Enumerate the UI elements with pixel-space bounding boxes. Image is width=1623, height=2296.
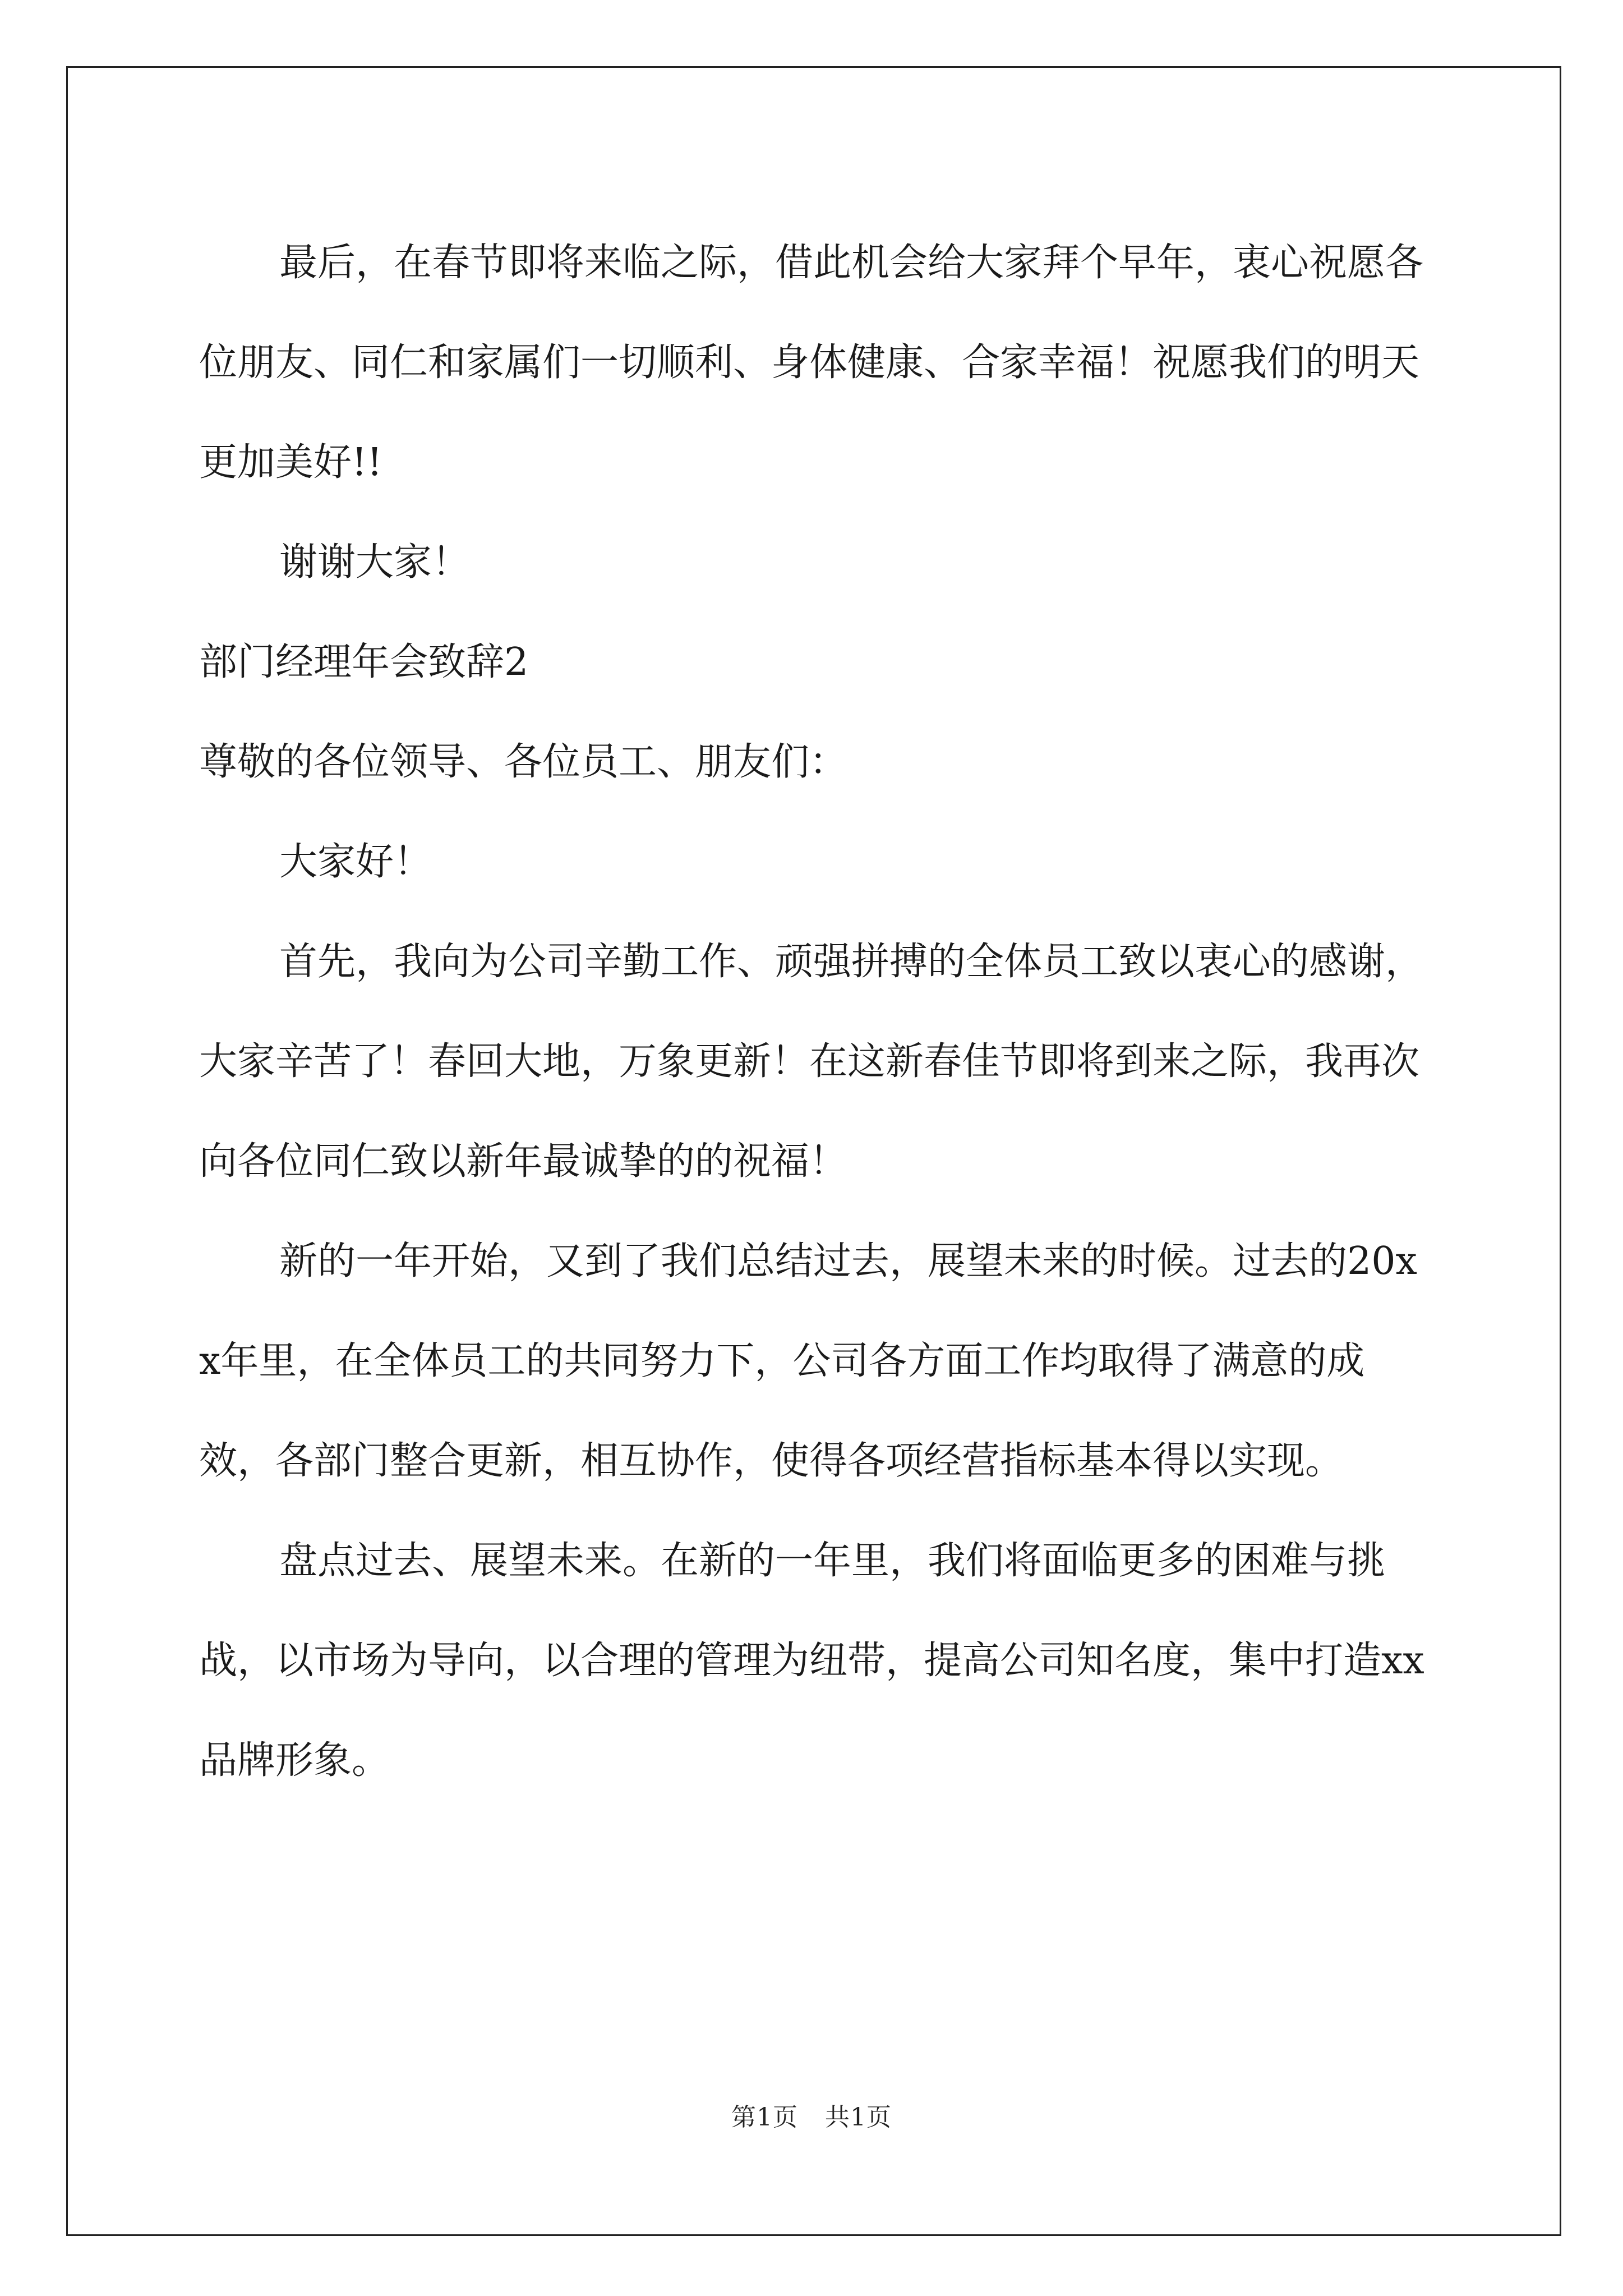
paragraph-thanks: 谢谢大家！ <box>279 540 471 585</box>
page-number-total: 共1页 <box>825 2103 892 2132</box>
paragraph-review: 新的一年开始，又到了我们总结过去，展望未来的时候。过去的20xx年里，在全体员工的共同努力下，公司各方面工作均取得了满意的成效，各部门整合更新，相互协作，使得各项经营指标基本得以实现。 <box>199 1239 1417 1483</box>
section-title: 部门经理年会致辞2 <box>199 640 529 684</box>
paragraph-closing-wishes: 最后，在春节即将来临之际，借此机会给大家拜个早年，衷心祝愿各位朋友、同仁和家属们一切顺利、身体健康、合家幸福！祝愿我们的明天更加美好!! <box>199 241 1424 485</box>
document-body <box>199 213 1438 1811</box>
salutation: 尊敬的各位领导、各位员工、朋友们： <box>199 740 848 784</box>
page-number-current: 第1页 <box>731 2103 798 2132</box>
page-footer <box>0 2101 1623 2134</box>
paragraph-outlook: 盘点过去、展望未来。在新的一年里，我们将面临更多的困难与挑战，以市场为导向，以合理的管理为纽带，提高公司知名度，集中打造xx品牌形象。 <box>199 1539 1424 1783</box>
paragraph-greeting: 大家好！ <box>279 840 432 884</box>
paragraph-gratitude: 首先，我向为公司辛勤工作、顽强拼搏的全体员工致以衷心的感谢，大家辛苦了！春回大地，万象更新！在这新春佳节即将到来之际，我再次向各位同仁致以新年最诚挚的的祝福！ <box>199 940 1424 1184</box>
